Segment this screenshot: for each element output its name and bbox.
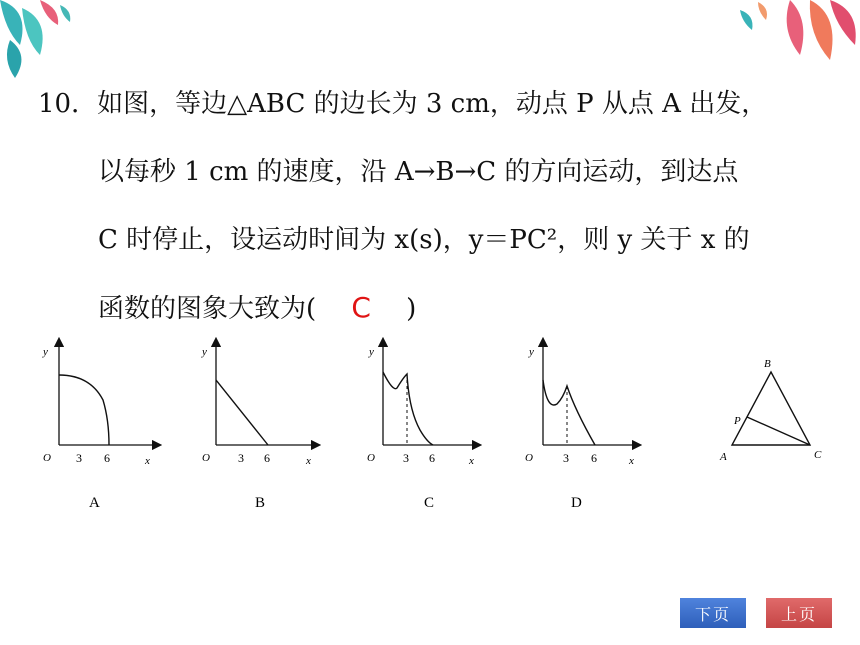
question-line-3: C 时停止，设运动时间为 x(s)，y＝PC²，则 y 关于 x 的	[98, 225, 750, 255]
graph-b-x-label: x	[306, 455, 311, 467]
answer-text: C	[351, 291, 371, 324]
graph-a-tick-6: 6	[104, 451, 110, 465]
graph-c-caption: C	[424, 495, 435, 511]
graph-a-y-label: y	[43, 346, 48, 358]
next-page-button[interactable]: 下页	[680, 598, 746, 628]
graph-c-y-label: y	[369, 346, 374, 358]
graph-d-x-label: x	[629, 455, 634, 467]
graph-b-caption: B	[255, 495, 266, 511]
question-text	[38, 70, 838, 342]
graph-d-tick-6: 6	[591, 451, 597, 465]
triangle-abc-figure	[710, 330, 840, 480]
graph-d-origin-label: O	[525, 452, 533, 464]
previous-page-button[interactable]: 上页	[766, 598, 832, 628]
graph-c-origin-label: O	[367, 452, 375, 464]
triangle-label-p: P	[734, 415, 741, 427]
graph-option-c	[365, 330, 495, 515]
graph-option-d	[515, 330, 645, 515]
graph-option-a	[35, 330, 165, 515]
graph-b-tick-6: 6	[264, 451, 270, 465]
graph-b-y-label: y	[202, 346, 207, 358]
graph-d-y-label: y	[529, 346, 534, 358]
graph-b-origin-label: O	[202, 452, 210, 464]
graph-c-tick-6: 6	[429, 451, 435, 465]
graph-d-caption: D	[571, 495, 582, 511]
graph-option-b	[200, 330, 330, 515]
top-left-leaf-decoration	[0, 0, 90, 80]
triangle-label-b: B	[764, 358, 771, 370]
graph-c-tick-3: 3	[403, 451, 409, 465]
graph-a-tick-3: 3	[76, 451, 82, 465]
graph-d-tick-3: 3	[563, 451, 569, 465]
graph-c-x-label: x	[469, 455, 474, 467]
question-line-2: 以每秒 1 cm 的速度，沿 A→B→C 的方向运动，到达点	[98, 157, 739, 187]
triangle-label-c: C	[814, 449, 822, 461]
graph-a-x-label: x	[145, 455, 150, 467]
question-line-4-suffix: )	[406, 294, 417, 324]
triangle-label-a: A	[720, 451, 727, 463]
question-line-4-prefix: 函数的图象大致为(	[98, 294, 317, 324]
graph-a-origin-label: O	[43, 452, 51, 464]
graph-b-tick-3: 3	[238, 451, 244, 465]
question-line-1: 10．如图，等边△ABC 的边长为 3 cm，动点 P 从点 A 出发，	[38, 89, 768, 119]
graph-a-caption: A	[89, 495, 100, 511]
top-right-leaf-decoration	[730, 0, 860, 75]
answer-options-figures	[0, 330, 860, 530]
